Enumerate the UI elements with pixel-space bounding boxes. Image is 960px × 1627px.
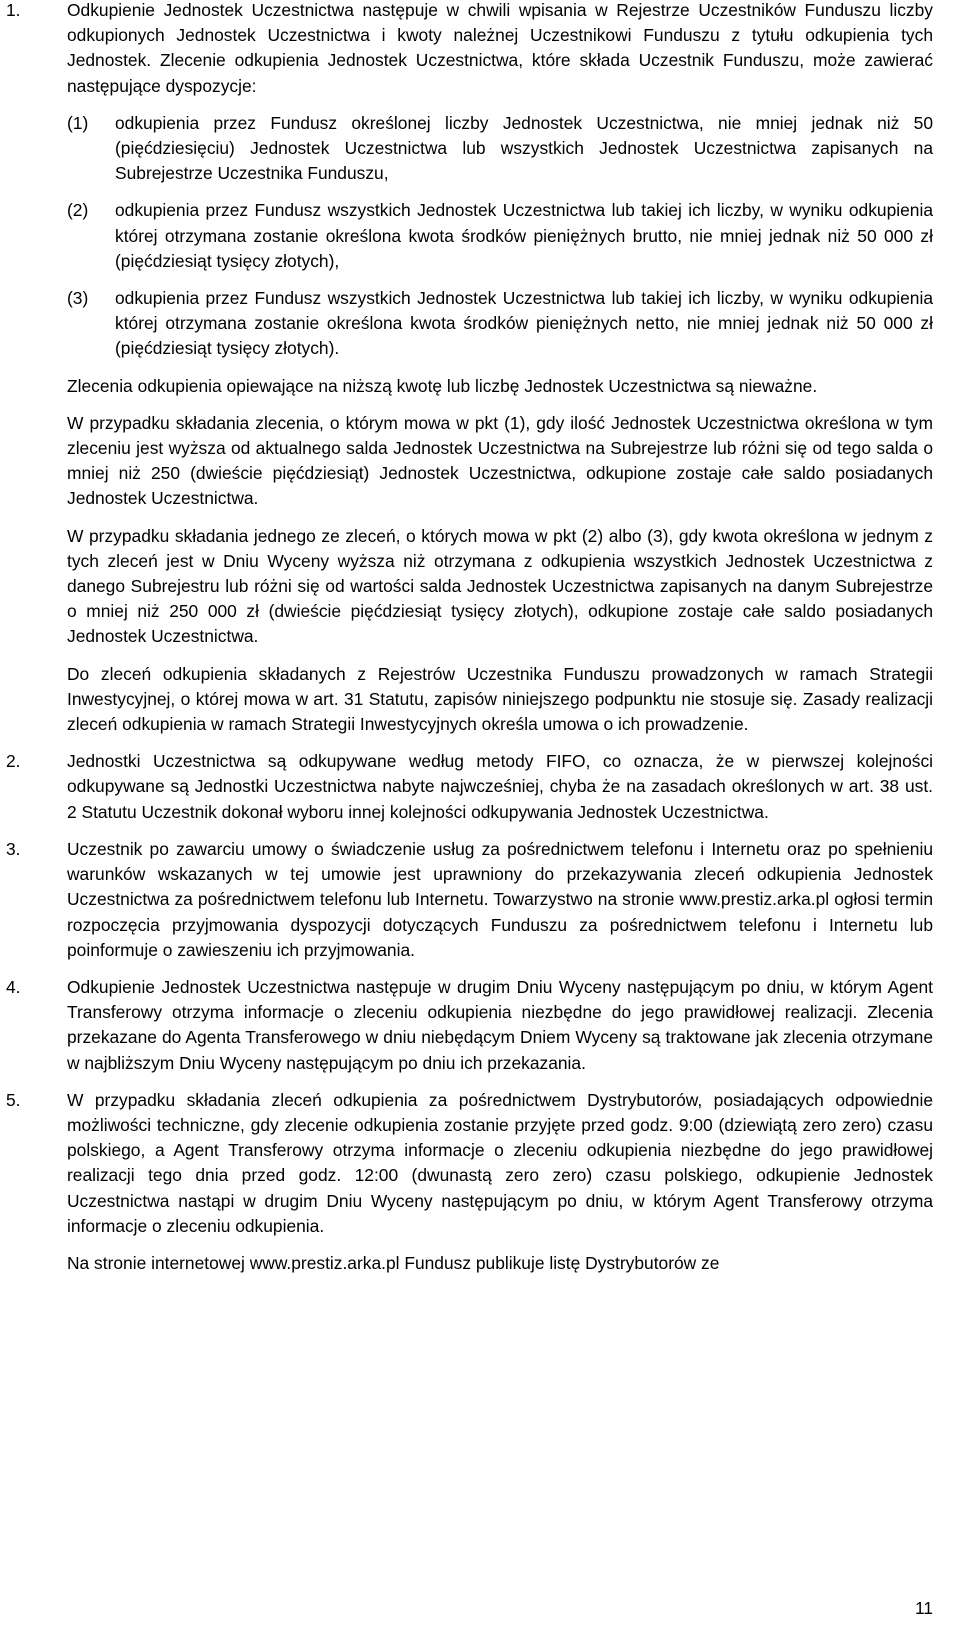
item-intro: W przypadku składania zleceń odkupienia za pośrednictwem Dystrybutorów, posiadających odpowiednie możliwości techniczne, gdy zlecenie odkupienia zostanie przyjęte przed godz. 9:00 (dziewiątą zero zero) czasu polskiego, a Agent Transferowy otrzyma informacje o zleceniu odkupienia niezbędne do jego prawidłowej realizacji tego dnia przed godz. 12:00 (dwunastą zero zero) czasu polskiego, odkupienie Jednostek Uczestnictwa nastąpi w drugim Dniu Wyceny następującym po dniu, w którym Agent Transferowy otrzyma informacje o zleceniu odkupienia.	[67, 1089, 933, 1236]
section-item-2	[0, 749, 960, 825]
subitem-3	[67, 286, 933, 362]
paragraph: Do zleceń odkupienia składanych z Rejestrów Uczestnika Funduszu prowadzonych w ramach Strategii Inwestycyjnej, o której mowa w art. 31 Statutu, zapisów niniejszego podpunktu nie stosuje się. Zasady realizacji zleceń odkupienia w ramach Strategii Inwestycyjnych określa umowa o ich prowadzenie.	[67, 663, 933, 735]
item-number: 3.	[6, 838, 21, 859]
section-item-4	[0, 975, 960, 1076]
item-intro: Odkupienie Jednostek Uczestnictwa następuje w drugim Dniu Wyceny następującym po dniu, w którym Agent Transferowy otrzyma informacje o zleceniu odkupienia niezbędne do jego prawidłowej realizacji. Zlecenia przekazane do Agenta Transferowego w dniu niebędącym Dniem Wyceny są traktowane jak zlecenia otrzymane w najbliższym Dniu Wyceny następującym po dniu ich przekazania.	[67, 976, 933, 1073]
subitem-number: (3)	[67, 288, 89, 309]
item-number: 5.	[6, 1089, 21, 1110]
item-number: 1.	[6, 0, 21, 20]
item-intro: Odkupienie Jednostek Uczestnictwa następuje w chwili wpisania w Rejestrze Uczestników Funduszu liczby odkupionych Jednostek Uczestnictwa i kwoty należnej Uczestnikowi Funduszu z tytułu odkupienia tych Jednostek. Zlecenie odkupienia Jednostek Uczestnictwa, które składa Uczestnik Funduszu, może zawierać następujące dyspozycje:	[67, 0, 933, 96]
subitem-2	[67, 198, 933, 274]
item-number: 2.	[6, 751, 21, 772]
section-item-5	[0, 1088, 960, 1276]
item-number: 4.	[6, 976, 21, 997]
subitem-text: odkupienia przez Fundusz określonej liczby Jednostek Uczestnictwa, nie mniej jednak niż 50 (pięćdziesięciu) Jednostek Uczestnictwa lub wszystkich Jednostek Uczestnictwa zapisanych na Subrejestrze Uczestnika Funduszu,	[115, 112, 933, 184]
subitem-1	[67, 111, 933, 187]
section-item-3	[0, 837, 960, 963]
paragraph: Na stronie internetowej www.prestiz.arka.pl Fundusz publikuje listę Dystrybutorów ze	[67, 1252, 720, 1273]
page-number: 11	[914, 1598, 933, 1618]
paragraph: W przypadku składania jednego ze zleceń, o których mowa w pkt (2) albo (3), gdy kwota określona w jednym z tych zleceń jest w Dniu Wyceny wyższa niż otrzymana z odkupienia wszystkich Jednostek Uczestnictwa z danego Subrejestru lub różni się od wartości salda Jednostek Uczestnictwa zapisanych na danym Subrejestrze o mniej niż 250 000 zł (dwieście pięćdziesiąt tysięcy złotych), odkupione zostaje całe saldo posiadanych Jednostek Uczestnictwa.	[67, 525, 933, 647]
item-intro: Jednostki Uczestnictwa są odkupywane według metody FIFO, co oznacza, że w pierwszej kolejności odkupywane są Jednostki Uczestnictwa nabyte najwcześniej, chyba że na zasadach określonych w art. 38 ust. 2 Statutu Uczestnik dokonał wyboru innej kolejności odkupywania Jednostek Uczestnictwa.	[67, 751, 933, 822]
subitem-text: odkupienia przez Fundusz wszystkich Jednostek Uczestnictwa lub takiej ich liczby, w wyniku odkupienia której otrzymana zostanie określona kwota środków pieniężnych brutto, nie mniej jednak niż 50 000 zł (pięćdziesiąt tysięcy złotych),	[115, 200, 933, 271]
item-intro: Uczestnik po zawarciu umowy o świadczenie usług za pośrednictwem telefonu i Internetu oraz po spełnieniu warunków wskazanych w tej umowie jest uprawniony do przekazywania zleceń odkupienia Jednostek Uczestnictwa za pośrednictwem telefonu lub Internetu. Towarzystwo na stronie www.prestiz.arka.pl ogłosi termin rozpoczęcia przyjmowania dyspozycji dotyczących Funduszu za pośrednictwem telefonu i Internetu lub poinformuje o zawieszeniu ich przyjmowania.	[67, 838, 933, 960]
subitem-number: (1)	[67, 112, 89, 133]
paragraph: Zlecenia odkupienia opiewające na niższą kwotę lub liczbę Jednostek Uczestnictwa są nieważne.	[67, 375, 818, 396]
section-item-1	[0, 0, 960, 737]
subitem-text: odkupienia przez Fundusz wszystkich Jednostek Uczestnictwa lub takiej ich liczby, w wyniku odkupienia której otrzymana zostanie określona kwota środków pieniężnych netto, nie mniej jednak niż 50 000 zł (pięćdziesiąt tysięcy złotych).	[115, 288, 933, 359]
paragraph: W przypadku składania zlecenia, o którym mowa w pkt (1), gdy ilość Jednostek Uczestnictwa określona w tym zleceniu jest wyższa od aktualnego salda Jednostek Uczestnictwa na Subrejestrze lub różni się od tego salda o mniej niż 250 (dwieście pięćdziesiąt) Jednostek Uczestnictwa, odkupione zostaje całe saldo posiadanych Jednostek Uczestnictwa.	[67, 412, 933, 509]
subitem-number: (2)	[67, 200, 89, 221]
